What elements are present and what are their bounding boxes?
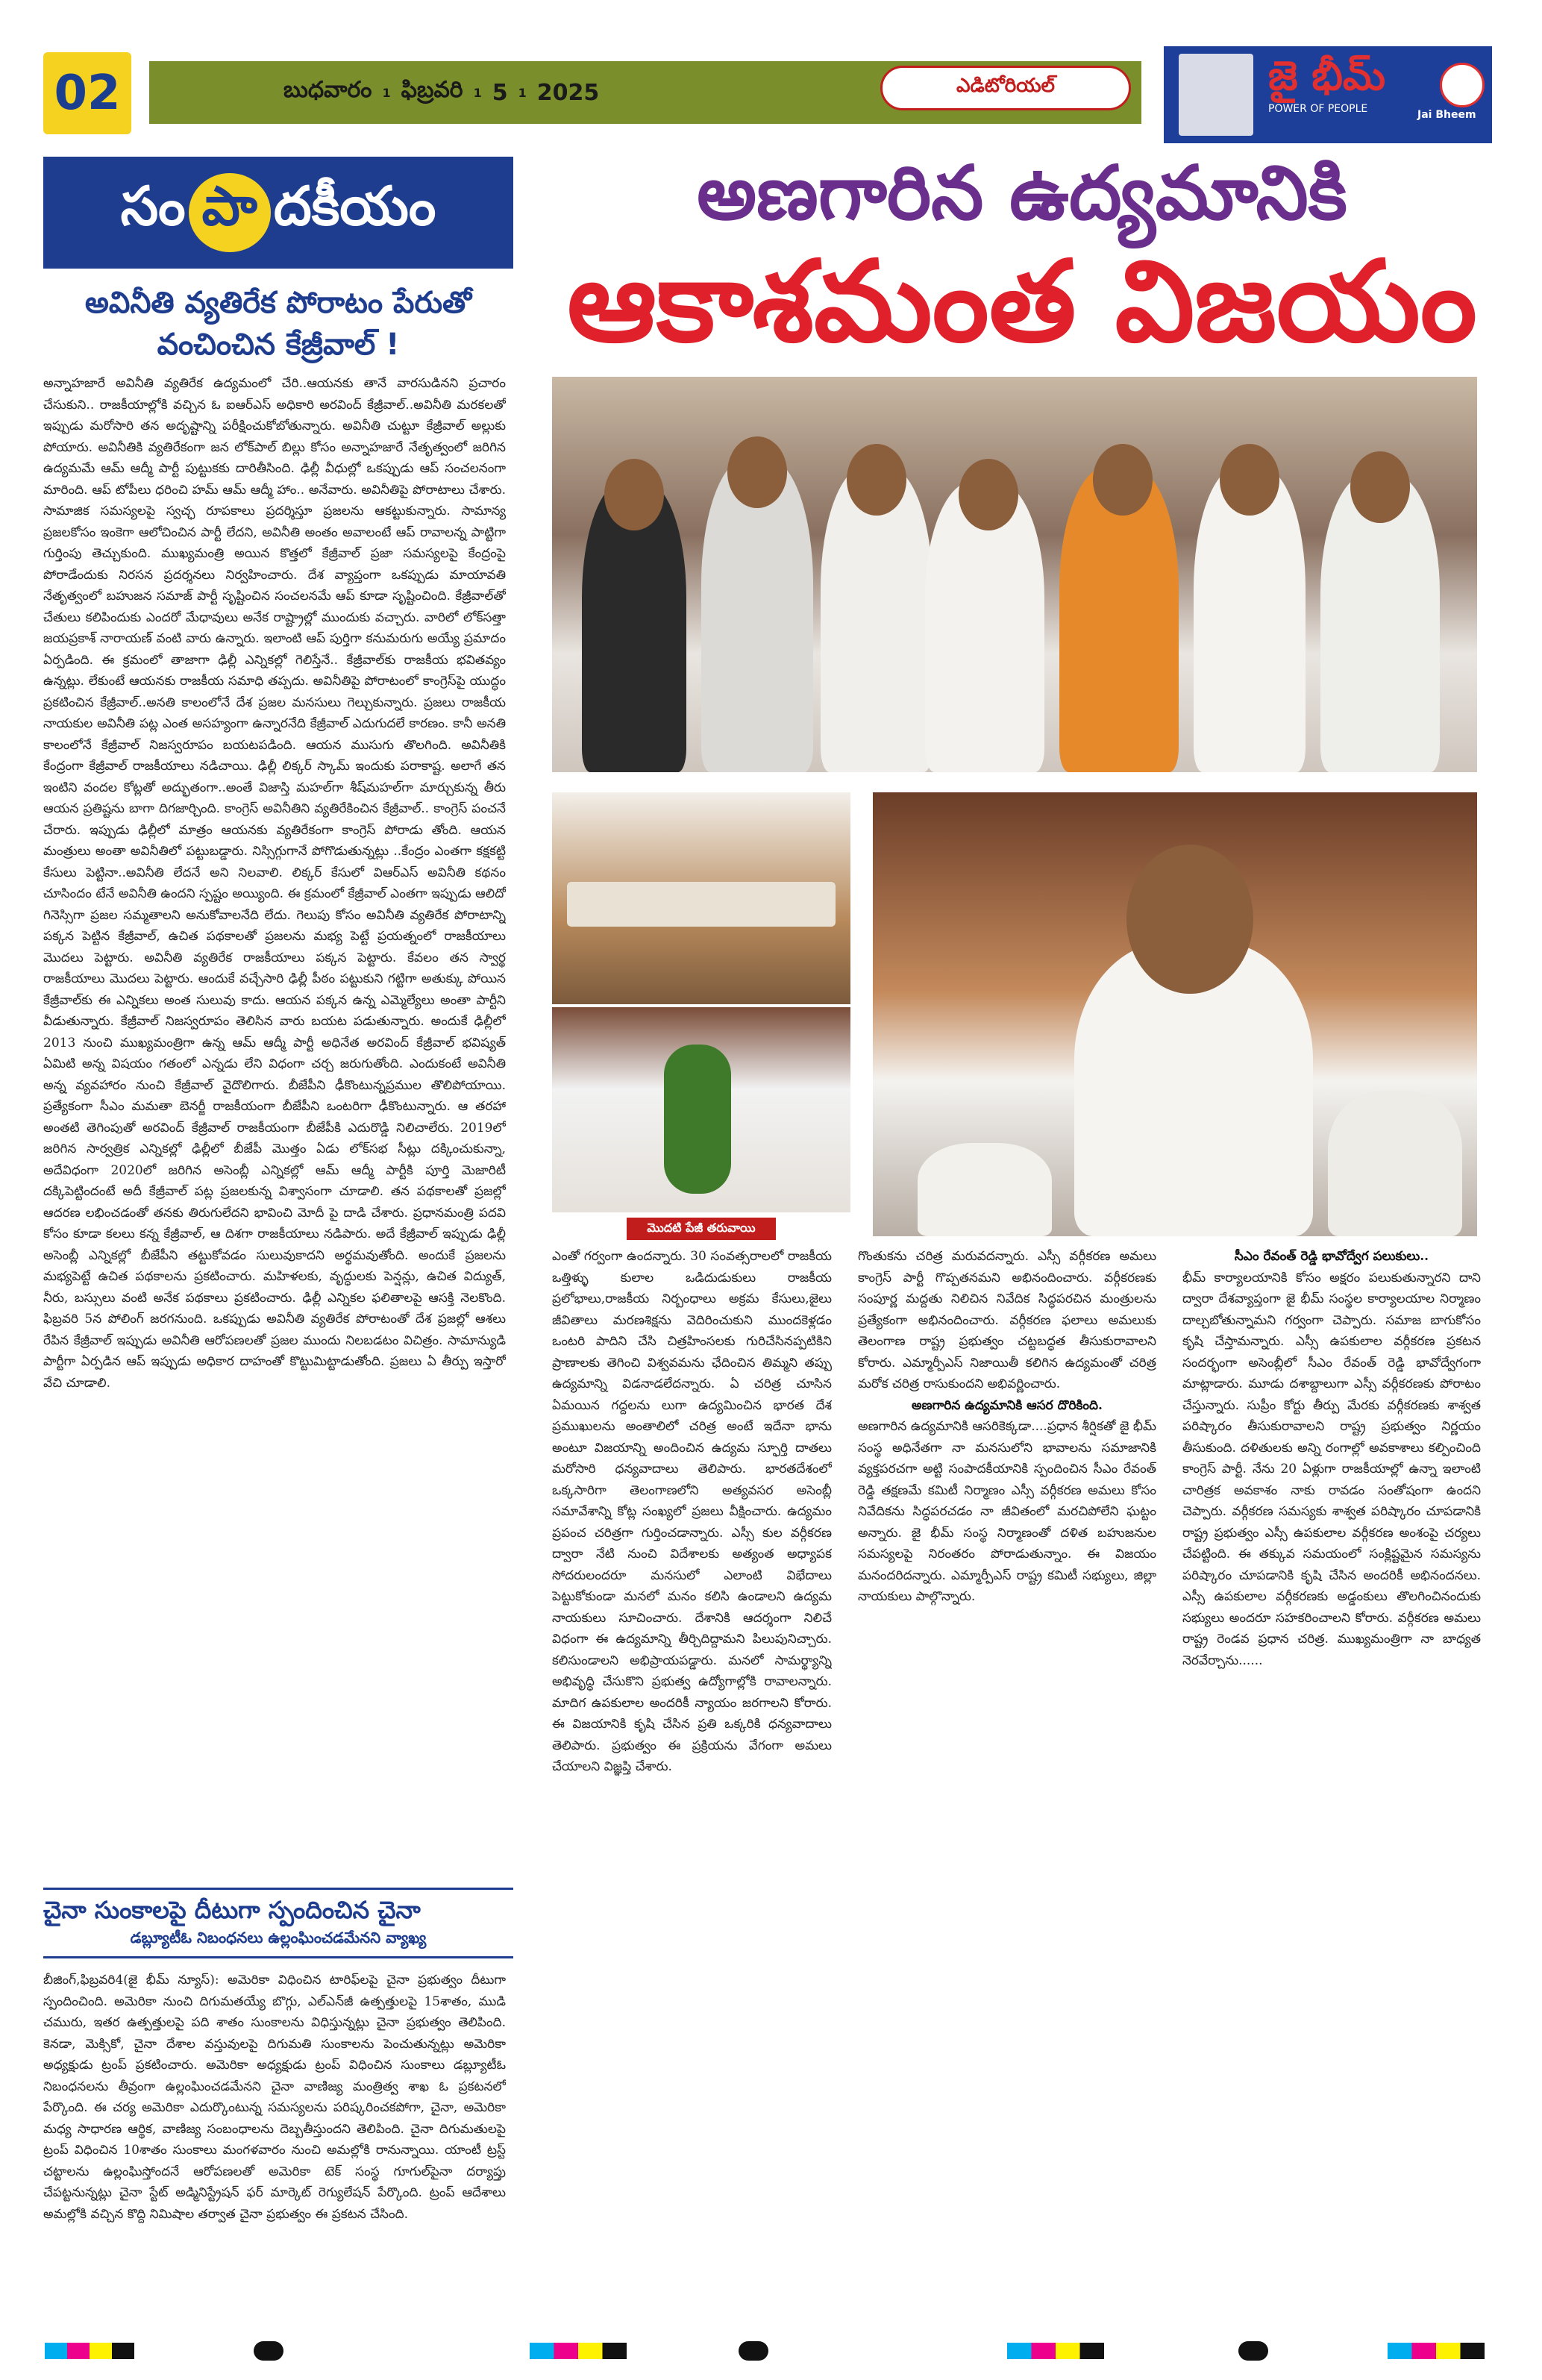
lead-headline-line-2: ఆకాశమంత విజయం	[567, 237, 1477, 367]
masthead-title: జై భీమ్	[1268, 52, 1386, 99]
lead-column-2	[858, 1246, 1156, 2305]
editorial-body: అన్నాహజారే అవినీతి వ్యతిరేక ఉద్యమంలో చేరి..ఆయనకు తానే వారసుడినని ప్రచారం చేసుకుని.. రాజకీయాల్లోకి వచ్చిన ఓ ఐఆర్ఎస్ అధికారి అరవింద్ కేజ్రీవాల్..అవినీతి మరకలతో ఇప్పుడు మరోసారి తన అదృష్టాన్ని పరీక్షించుకోబోతున్నారు. అవినీతి చుట్టూ కేజ్రీవాల్ అల్లుకు పోయారు. అవినీతికి వ్యతిరేకంగా జన లోక్‌పాల్ బిల్లు కోసం అన్నాహజారే నేతృత్వంలో జరిగిన ఉద్యమమే ఆమ్ ఆద్మీ పార్టీ పుట్టుకకు దారితీసింది. ఢిల్లీ వీధుల్లో ఒకప్పుడు ఆప్ సంచలనంగా మారింది. ఆప్ టోపీలు ధరించి హమ్ ఆమ్ ఆద్మీ హాం.. అనేవారు. అవినీతిపై పోరాటాలు చేశారు. సామాజిక సమస్యలపై స్వచ్ఛ రూపకాలు ప్రదర్శిస్తూ ప్రజలను ఆకట్టుకున్నారు. సామాన్య ప్రజలకోసం ఇంకెగా ఆలోచించిన పార్టీ లేదని, అవినీతి అంతం అవాలంటే ఆప్ రావాలన్న పాట్టిగా గుర్తింపు తెచ్చుకుంది. ముఖ్యమంత్రి అయిన కొత్తలో కేజ్రీవాల్ ప్రజా సమస్యలపై కేంద్రంపై పోరాడేందుకు నిరసన ప్రదర్శనలు నిర్వహించారు. దేశ వ్యాప్తంగా ఒకప్పుడు మాయావతి నేతృత్వంలో బహుజన సమాజ్ పార్టీ సృష్టించిన సంచలనమే ఆప్ కూడా సృష్టించింది. కేజ్రీవాల్‌తో చేతులు కలిపిందుకు ఎందరో మేధావులు అనేక రాష్ట్రాల్లో ముందుకు వచ్చారు. వారిలో లోక్‌సత్తా జయప్రకాశ్ నారాయణ్ వంటి వారు ఉన్నారు. ఇలాంటి ఆప్ పుర్తిగా కనుమరుగు అయ్యే ప్రమాదం ఏర్పడింది. ఈ క్రమంలో తాజాగా ఢిల్లీ ఎన్నికల్లో గెలిస్తేనే.. కేజ్రీవాల్‌కు రాజకీయ భవితవ్యం ఉన్నట్లు. లేకుంటే ఆయనకు రాజకీయ సమాధి తప్పదు. అవినీతిపై పోరాటంలో కాంగ్రెస్‌పై యుద్ధం ప్రకటించిన కేజ్రీవాల్..అనతి కాలంలోనే దేశ ప్రజల మనసులు గెల్చుకున్నారు. ప్రజలు రాజకీయ నాయకుల అవినీతి పట్ల ఎంత అసహ్యంగా ఉన్నారనేది కేజ్రీవాల్ ఎదుగుదలే కారణం. కానీ అనతి కాలంలోనే కేజ్రీవాల్ నిజస్వరూపం బయటపడింది. ఆయన ముసుగు తొలగింది. అవినీతికి కేంద్రంగా కేజ్రీవాల్ రాజకీయాలు నడిచాయి. ఢిల్లీ లిక్కర్ స్కామ్ ఇందుకు పరాకాష్ట. అలాగే తన ఇంటిని వందల కోట్లతో అద్భుతంగా..అంతే విజాస్తి మహల్‌గా శీష్‌మహల్‌గా మార్చుకున్న తీరు ఆయన ప్రతిష్టను బాగా దిగజార్చింది. కాంగ్రెస్ అవినీతిని వ్యతిరేకించిన కేజ్రీవాల్.. కాంగ్రెస్ పంచనే చేరారు. ఇప్పుడు ఢిల్లీలో మాత్రం ఆయనకు వ్యతిరేకంగా కాంగ్రెస్ పోరాడు తోంది. ఆయన మంత్రులు అంతా అవినీతిలో పట్టుబడ్డారు. నిస్సిగ్గుగానే పోగొడుతున్నట్లు ..కేంద్రం ఎంతగా కక్షకట్టి కేసులు పెట్టినా..అవినీతి లేదనే అని నిలవాలి. లిక్కర్ కేసులో విఆర్ఎస్ అవినీతి కథనం చూసిందం టేనే అవినీతి ఉందని స్పష్టం అయ్యింది. ఈ క్రమంలో కేజ్రీవాల్ ఎంతగా ఇప్పుడు ఆలిదో గినెస్సిగా ప్రజల సమ్మతాలని అనుకోవాలనేది లేదు. గెలుపు కోసం అవినీతి వ్యతిరేక పోరాటాన్ని పక్కన పెట్టిన కేజ్రీవాల్, ఉచిత పథకాలతో ప్రజలను మభ్య పెట్టే ప్రయత్నంలో రాజకీయాలు మొదలు పెట్టారు. అవినీతి వ్యతిరేక రాజకీయాలు పక్కన పెట్టారు. కేవలం తన స్వార్థ రాజకీయాలు మొదలు పెట్టారు. ఆందుకే వచ్చేసారి ఢిల్లీ పీఠం పట్టుకుని గట్టిగా అతుక్కు పోయిన కేజ్రీవాల్‌కు ఈ ఎన్నికలు అంత సులువు కాదు. ఆయన పక్కన ఉన్న ఎమ్మెల్యేలు అంతా పార్టీని వీడుతున్నారు. కేజ్రీవాల్ నిజస్వరూపం తెలిసిన వారు బయట పడుతున్నారు. అందుకే ఢిల్లీలో 2013 నుంచి ముఖ్యమంత్రిగా ఉన్న ఆమ్ ఆద్మీ పార్టీ అధినేత అరవింద్ కేజ్రీవాల్ భవిష్యత్ ఏమిటి అన్న విషయం గతంలో ఎన్నడు లేని విధంగా చర్చ జరుగుతోంది. ఎందుకంటే అవినీతి అన్న వ్యవహారం నుంచి కేజ్రీవాల్ వైదొలిగారు. బీజేపీని ఢీకొంటున్నప్రముల తొలిపోయాయి. ప్రత్యేకంగా సీఎం మమతా బెనర్జీ రాజకీయంగా బీజేపీని ఒంటరిగా ఢీకొంటున్నారు. ఆ తరహా అంతటి తెగింపుతో అరవింద్ కేజ్రీవాల్ రాజకీయంగా బీజేపీకి ఎదురొడ్డి నిలిచాలేరు. 2019లో జరిగిన సార్వత్రిక ఎన్నికల్లో ఢిల్లీలో బీజేపీ మొత్తం ఏడు లోక్‌సభ సీట్లు దక్కించుకున్నా, అదేవిధంగా 2020లో జరిగిన అసెంబ్లీ ఎన్నికల్లో ఆమ్ ఆద్మీ పార్టీకి పూర్తి మెజారిటీ దక్కిపెట్టిందంటే అదీ కేజ్రీవాల్ పట్ల ప్రజలకున్న విశ్వాసంగా చూడాలి. తన పథకాలతో ప్రజల్లో ఆదరణ లభించడంతో తనకు తిరుగులేదని భావించి మోదీ పై దాడి చేశారు. ప్రధానమంత్రి పదవి కోసం కూడా కలలు కన్న కేజ్రీవాల్, ఆ దిశగా రాజకీయాలు నడిపారు. అదే కేజ్రీవాల్ ఇప్పుడు ఢిల్లీ అసెంబ్లీ ఎన్నికల్లో బీజేపీని తట్టుకోవడం సులువుకాదని అర్థమవుతోంది. అందుకే ప్రజలను మభ్యపెట్టే ఉచిత పథకాలను ప్రకటించారు. మహిళలకు, వృద్ధులకు పెన్షన్లు, ఉచిత విద్యుత్, నీరు, బస్సులు వంటి అనేక పథకాలు ప్రకటించారు. ఢిల్లీ ఎన్నికల ఫలితాలపై ఆసక్తి నెలకొంది. ఫిబ్రవరి 5న పోలింగ్ జరగనుంది. ఒకప్పుడు అవినీతి వ్యతిరేక పోరాటంతో దేశ ప్రజల్లో ఆశలు రేపిన కేజ్రీవాల్ ఇప్పుడు అవినీతి ఆరోపణలతో ప్రజల ముందు నిలబడటం విచిత్రం. సామాన్యుడి పార్టీగా ఏర్పడిన ఆప్ ఇప్పుడు అధికార దాహంతో కొట్టుమిట్టాడుతోంది. ప్రజలు ఏ తీర్పు ఇస్తారో వేచి చూడాలి.	[43, 376, 506, 1391]
date-sep-3: 1	[518, 85, 527, 100]
section-label: ఎడిటోరియల్	[880, 66, 1131, 110]
date-day: బుధవారం	[283, 77, 372, 103]
lead-subhead-2: సీఎం రేవంత్ రెడ్డి భావోద్వేగ పలుకులు..	[1234, 1249, 1429, 1264]
color-registration-strip	[530, 2343, 627, 2359]
second-article-subhead: డబ్ల్యూటీఓ నిబంధనలు ఉల్లంఘించడమేనని వ్యాఖ్య	[43, 1929, 513, 1958]
lead-column-3	[1182, 1246, 1481, 2305]
lead-column-2-text-b: అణగారిన ఉద్యమానికి ఆసరికెక్కడా....ప్రధాన శీర్షికతో జై భీమ్ సంస్థ అధినేతగా నా మనసులోని భావాలను సమాజానికి వ్యక్తపరచగా అట్టి సంపాదకీయానికి స్పందించిన సీఎం రేవంత్ రెడ్డి తక్షణమే కమిటీ నిర్మాణం ఎస్సీ వర్గీకరణ అమలు కోసం నివేదికను సిద్ధపరచడం నా జీవితంలో మరచిపోలేని ఘట్టం అన్నారు. జై భీమ్ సంస్థ నిర్మాణంతో దళిత బహుజనుల సమస్యలపై నిరంతరం పోరాడుతున్నాం. ఈ విజయం మనందరిదన్నారు. ఎమ్మార్పీఎస్ రాష్ట్ర కమిటీ సభ్యులు, జిల్లా నాయకులు పాల్గొన్నారు.	[858, 1419, 1156, 1604]
page-number: 02	[43, 52, 131, 134]
group-felicitation-photo	[552, 377, 1477, 772]
issue-date	[283, 61, 701, 124]
editorial-section-title	[43, 157, 513, 269]
ambedkar-portrait-icon	[1179, 54, 1253, 136]
color-registration-strip	[45, 2343, 134, 2359]
masthead-tagline: POWER OF PEOPLE	[1268, 103, 1368, 115]
date-year: 2025	[536, 79, 600, 106]
garland-celebration-photo	[552, 1007, 850, 1212]
title-part-2: పా	[189, 173, 271, 252]
second-article-body: బీజింగ్,ఫిబ్రవరి4(జై భీమ్ న్యూస్): అమెరికా విధించిన టారిఫ్‌లపై చైనా ప్రభుత్వం దీటుగా స్పందించింది. అమెరికా నుంచి దిగుమతయ్యే బొగ్గు, ఎల్ఎన్‌జీ ఉత్పత్తులపై 15శాతం, ముడి చమురు, ఇతర ఉత్పత్తులపై పది శాతం సుంకాలను విధిస్తున్నట్లు చైనా ప్రభుత్వం తెలిపింది. కెనడా, మెక్సికో, చైనా దేశాల వస్తువులపై దిగుమతి సుంకాలను పెంచుతున్నట్లు అమెరికా అధ్యక్షుడు ట్రంప్ ప్రకటించారు. అమెరికా అధ్యక్షుడు ట్రంప్ విధించిన సుంకాలు డబ్ల్యూటీఓ నిబంధనలను తీవ్రంగా ఉల్లంఘించడమేనని చైనా వాణిజ్య మంత్రిత్వ శాఖ ఓ ప్రకటనలో పేర్కొంది. ఈ చర్య అమెరికా ఎదుర్కొంటున్న సమస్యలను పరిష్కరించకపోగా, చైనా, అమెరికా మధ్య సాధారణ ఆర్థిక, వాణిజ్య సంబంధాలను దెబ్బతీస్తుందని తెలిపింది. చైనా దిగుమతులపై ట్రంప్ విధించిన 10శాతం సుంకాలు మంగళవారం నుంచి అమల్లోకి రానున్నాయి. యాంటీ ట్రస్ట్ చట్టాలను ఉల్లంఘిస్తోందనే ఆరోపణలతో అమెరికా టెక్ సంస్థ గూగుల్‌పైనా దర్యాప్తు చేపట్టనున్నట్లు చైనా స్టేట్ అడ్మినిస్ట్రేషన్ ఫర్ మార్కెట్ రెగ్యులేషన్ పేర్కొంది. ట్రంప్ ఆదేశాలు అమల్లోకి వచ్చిన కొద్ది నిమిషాల తర్వాత చైనా ప్రభుత్వం ఈ ప్రకటన చేసింది.	[43, 1973, 506, 2222]
jump-label: మొదటి పేజీ తరువాయి	[627, 1218, 776, 1240]
date-sep-1: 1	[382, 85, 391, 100]
lead-headline-line-1: అణగారిన ఉద్యమానికి	[697, 149, 1347, 237]
second-article-headline: చైనా సుంకాలపై దీటుగా స్పందించిన చైనా	[43, 1888, 513, 1930]
color-registration-strip	[1007, 2343, 1104, 2359]
title-part-3: దకీయం	[273, 175, 436, 237]
masthead-logo-icon	[1440, 63, 1485, 107]
masthead-small-title: Jai Bheem	[1417, 109, 1476, 121]
lead-column-3-text: భీమ్ కార్యాలయానికి కోసం అక్షరం పలుకుతున్నారని దాని ద్వారా దేశవ్యాప్తంగా జై భీమ్ సంస్థల కార్యాలయాల నిర్మాణం దాల్చబోతున్నామని గర్వంగా చెప్పారు. సమాజ బాగుకోసం కృషి చేస్తామన్నారు. ఎస్సీ ఉపకులాల వర్గీకరణ ప్రకటన సందర్భంగా అసెంబ్లీలో సీఎం రేవంత్ రెడ్డి భావోద్వేగంగా మాట్లాడారు. మూడు దశాబ్దాలుగా ఎస్సీ వర్గీకరణకు పోరాటం చేస్తున్నారు. సుప్రీం కోర్టు తీర్పు మేరకు వర్గీకరణకు శాశ్వత పరిష్కారం తీసుకురావాలని రాష్ట్ర ప్రభుత్వం నిర్ణయం తీసుకుంది. దళితులకు అన్ని రంగాల్లో అవకాశాలు కల్పించింది కాంగ్రెస్ పార్టీ. నేను 20 ఏళ్లుగా రాజకీయాల్లో ఉన్నా ఇలాంటి చారిత్రక అవకాశం నాకు రావడం సంతోషంగా ఉందని చెప్పారు. వర్గీకరణ సమస్యకు శాశ్వత పరిష్కారం చూపడానికి రాష్ట్ర ప్రభుత్వం ఎస్సీ ఉపకులాల వర్గీకరణ అంశంపై చర్యలు చేపట్టింది. ఈ తక్కువ సమయంలో సంక్లిష్టమైన సమస్యను పరిష్కారం చూపడానికి కృషి చేసిన అందరికీ అభినందనలు. ఎస్సీ ఉపకులాల వర్గీకరణకు అడ్డంకులు తొలగించినందుకు సభ్యులు అందరూ సహకరించాలని కోరారు. వర్గీకరణ అమలు రాష్ట్ర రెండవ ప్రధాన చరిత్ర. ముఖ్యమంత్రిగా నా బాధ్యత నెరవేర్చాను......	[1182, 1270, 1481, 1668]
date-date: 5	[492, 79, 508, 106]
color-registration-strip	[1388, 2343, 1485, 2359]
chief-minister-assembly-photo	[873, 792, 1477, 1236]
lead-subhead-1: అణగారిన ఉద్యమానికి ఆసర దొరికింది.	[912, 1397, 1103, 1413]
title-part-1: సం	[120, 175, 186, 237]
editorial-headline: అవినీతి వ్యతిరేక పోరాటం పేరుతో వంచించిన కేజ్రీవాల్ !	[84, 286, 472, 362]
date-month: ఫిబ్రవరి	[401, 77, 463, 103]
date-sep-2: 1	[473, 85, 482, 100]
registration-mark	[739, 2341, 768, 2361]
lead-column-1: ఎంతో గర్వంగా ఉందన్నారు. 30 సంవత్సరాలలో రాజకీయ ఒత్తిళ్ళు కులాల ఒడిదుడుకులు రాజకీయ ప్రలోభాలు,రాజకీయ నిర్బంధాలు అక్రమ కేసులు,జైలు జీవితాలు మరణశిక్షను వెదిరించుకుని ముందకెళ్లడం ఒంటరి పాదిని చేసి చిత్రహింసలకు గురిచేసినప్పటికిని ప్రాణాలకు తెగించి విశ్వవమను ఛేదించిన తిమ్మని తప్పు ఉద్యమాన్ని విడనాడలేదన్నారు. ఏ చరిత్ర చూసిన ఏమయిన గద్దలను లుగా ఉద్యమించిన భారత దేశ ప్రముఖులను అంతాలిలో చరిత్ర అంటే ఇదేనా భాను అంటూ విజయాన్ని అందించిన ఉద్యమ స్ఫూర్తి దాతలు మరోసారి ధన్యవాదాలు తెలిపారు. భారతదేశంలో ఒక్కసారిగా తెలంగాణలోని అత్యవసర అసెంబ్లీ సమావేశాన్ని కోట్ల సంఖ్యలో ప్రజలు వీక్షించారు. ఉద్యమం ప్రపంచ చరిత్రగా గుర్తించడాన్నారు. ఎస్సీ కుల వర్గీకరణ ద్వారా నేటి నుంచి విదేశాలకు అత్యంత అధ్యాపక సోదరులందరూ మనసులో ఎలాంటి విభేదాలు పెట్టుకోకుండా మనలో మనం కలిసి ఉండాలని ఉద్యమ నాయకులు సూచించారు. దేశానికి ఆదర్శంగా నిలిచే విధంగా ఈ ఉద్యమాన్ని తీర్చిదిద్దామని పిలుపునిచ్చారు. కలిసుండాలని అభిప్రాయపడ్డారు. మనలో సామర్థ్యాన్ని అభివృద్ధి చేసుకొని ప్రభుత్వ ఉద్యోగాల్లోకి రావాలన్నారు. మాదిగ ఉపకులాల అందరికీ న్యాయం జరగాలని కోరారు. ఈ విజయానికి కృషి చేసిన ప్రతి ఒక్కరికి ధన్యవాదాలు తెలిపారు. ప్రభుత్వం ఈ ప్రక్రియను వేగంగా అమలు చేయాలని విజ్ఞప్తి చేశారు.	[552, 1249, 832, 1774]
registration-mark	[254, 2341, 283, 2361]
lead-column-2-text: గొంతుకను చరిత్ర మరువదన్నారు. ఎస్సీ వర్గీకరణ అమలు కాంగ్రెస్ పార్టీ గొప్పతనమని అభినందించారు. వర్గీకరణకు సంపూర్ణ మద్దతు నిలిచిన నివేదిక సిద్ధపరచిన మంత్రులను ప్రత్యేకంగా అభినందించారు. వర్గీకరణ ఫలాలు అమలుకు తెలంగాణ రాష్ట్ర ప్రభుత్వం చట్టబద్ధత తీసుకురావాలని కోరారు. ఎమ్మార్పీఎస్ నిజాయితీ కలిగిన ఉద్యమంతో చరిత్ర మరోక చరిత్ర రాసుకుందని అభివర్ణించారు.	[858, 1249, 1156, 1391]
registration-mark	[1238, 2341, 1268, 2361]
assembly-meeting-photo	[552, 792, 850, 1004]
